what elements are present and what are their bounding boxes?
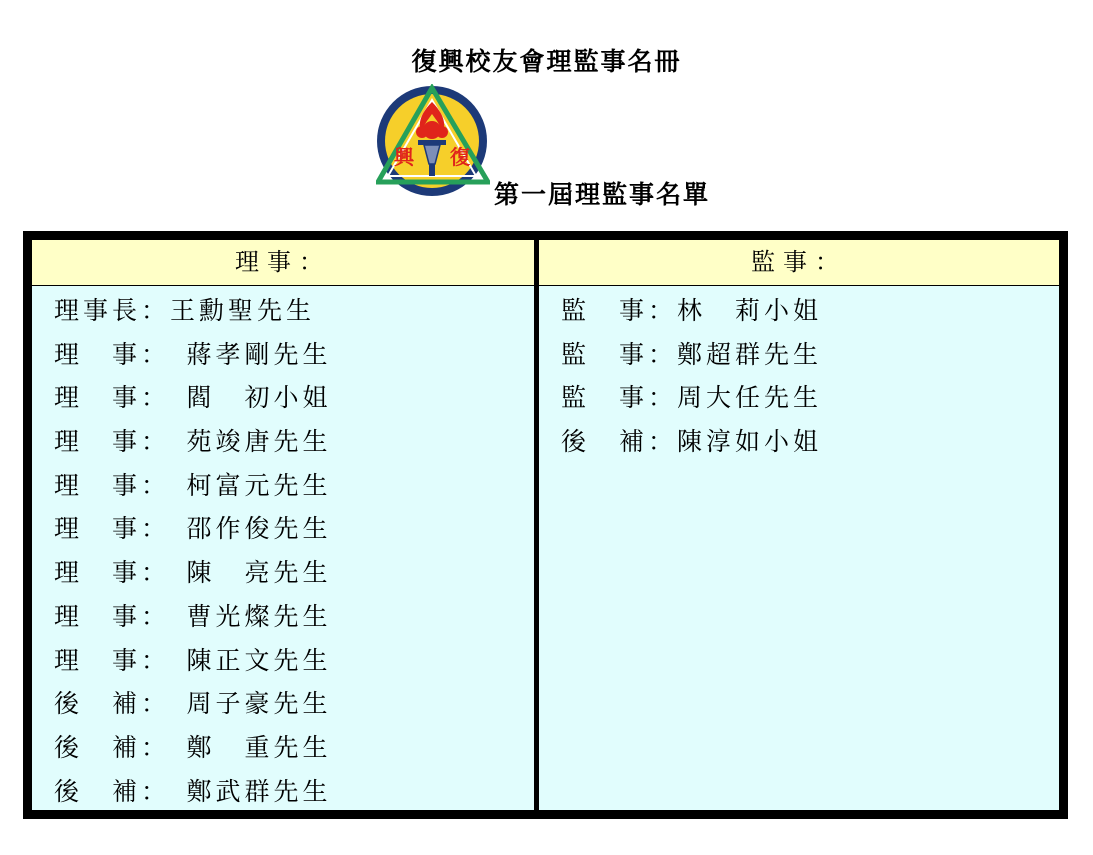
roster-entry: 後 補： 鄭 重先生 (54, 732, 332, 762)
roster-entry: 理 事： 邵作俊先生 (54, 514, 332, 544)
roster-entry: 理事長：王勳聖先生 (54, 296, 316, 325)
roster-entry: 後 補： 鄭武群先生 (54, 776, 332, 806)
school-emblem-icon (376, 84, 490, 198)
roster-entry: 理 事： 閻 初小姐 (54, 383, 332, 413)
supervisors-list (539, 286, 1059, 464)
directors-list (32, 286, 534, 813)
roster-entry: 後 補： 周子豪先生 (54, 689, 332, 719)
roster-entry: 後 補：陳淳如小姐 (561, 427, 823, 457)
page-title: 復興校友會理監事名冊 (411, 47, 682, 76)
supervisors-header: 監事： (539, 240, 1059, 286)
roster-table (23, 231, 1068, 819)
svg-text:興: 興 (394, 145, 414, 169)
roster-entry: 理 事： 苑竣唐先生 (54, 427, 332, 457)
directors-column (31, 239, 535, 811)
directors-header: 理事： (32, 240, 534, 286)
roster-entry: 理 事： 柯富元先生 (54, 470, 332, 500)
roster-entry: 理 事： 曹光燦先生 (54, 601, 332, 631)
roster-entry: 監 事：林 莉小姐 (561, 296, 823, 325)
roster-entry: 理 事： 蔣孝剛先生 (54, 339, 332, 369)
roster-entry: 理 事： 陳 亮先生 (54, 558, 332, 588)
roster-entry: 監 事：鄭超群先生 (561, 339, 823, 369)
roster-entry: 理 事： 陳正文先生 (54, 645, 332, 675)
supervisors-column (538, 239, 1060, 811)
roster-subtitle: 第一屆理監事名單 (494, 180, 711, 209)
roster-entry: 監 事：周大任先生 (561, 383, 823, 413)
svg-text:復: 復 (450, 145, 470, 169)
